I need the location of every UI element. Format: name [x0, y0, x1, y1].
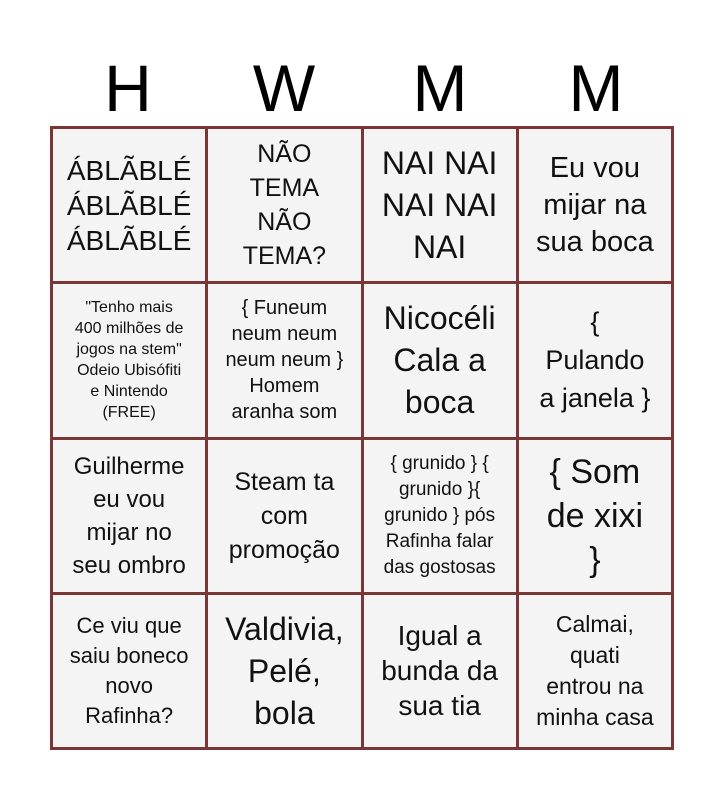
cell-text: { Pulando a janela }	[539, 307, 651, 414]
cell-text: Igual a bunda da sua tia	[381, 620, 499, 722]
bingo-cell-4-1[interactable]	[53, 595, 205, 747]
bingo-cell-4-4[interactable]	[519, 595, 671, 747]
bingo-cell-2-1[interactable]	[53, 284, 205, 436]
cell-text: Valdivia, Pelé, bola	[225, 610, 344, 731]
bingo-cell-1-3[interactable]	[364, 129, 516, 281]
bingo-cell-2-3[interactable]	[364, 284, 516, 436]
header-letter-4: M	[568, 51, 624, 125]
bingo-header	[50, 50, 674, 126]
cell-text: "Tenho mais 400 milhões de jogos na stem" Odeio Ubisófiti e Nintendo (FREE)	[74, 299, 184, 422]
header-letter-1: H	[104, 51, 152, 125]
bingo-cell-4-3[interactable]	[364, 595, 516, 747]
cell-text: Eu vou mijar na sua boca	[536, 151, 654, 258]
header-letter-3: M	[412, 51, 468, 125]
cell-text: ÁBLÃBLÉ ÁBLÃBLÉ ÁBLÃBLÉ	[66, 154, 192, 256]
cell-text: { grunido } { grunido }{ grunido } pós Rafinha falar das gostosas	[383, 452, 496, 578]
cell-text: Ce viu que saiu boneco novo Rafinha?	[69, 612, 189, 728]
cell-text: { Som de xixi }	[546, 452, 644, 579]
bingo-cell-3-1[interactable]	[53, 440, 205, 592]
bingo-cell-3-2[interactable]	[208, 440, 360, 592]
cell-text: NAI NAI NAI NAI NAI	[381, 145, 498, 266]
bingo-cell-1-2[interactable]	[208, 129, 360, 281]
bingo-cell-3-4[interactable]	[519, 440, 671, 592]
header-letter-2: W	[252, 51, 316, 125]
cell-text: { Funeum neum neum neum neum } Homem aranha som	[225, 297, 344, 424]
cell-text: NÃO TEMA NÃO TEMA?	[242, 140, 327, 271]
bingo-cell-2-2[interactable]	[208, 284, 360, 436]
cell-text: Steam ta com promoção	[228, 467, 340, 564]
bingo-cell-1-1[interactable]	[53, 129, 205, 281]
bingo-cell-3-3[interactable]	[364, 440, 516, 592]
bingo-cell-1-4[interactable]	[519, 129, 671, 281]
cell-text: Nicocéli Cala a boca	[383, 300, 496, 421]
bingo-cell-2-4[interactable]	[519, 284, 671, 436]
cell-text: Calmai, quati entrou na minha casa	[536, 610, 654, 730]
cell-text: Guilherme eu vou mijar no seu ombro	[72, 452, 186, 579]
bingo-cell-4-2[interactable]	[208, 595, 360, 747]
bingo-board	[50, 126, 674, 750]
